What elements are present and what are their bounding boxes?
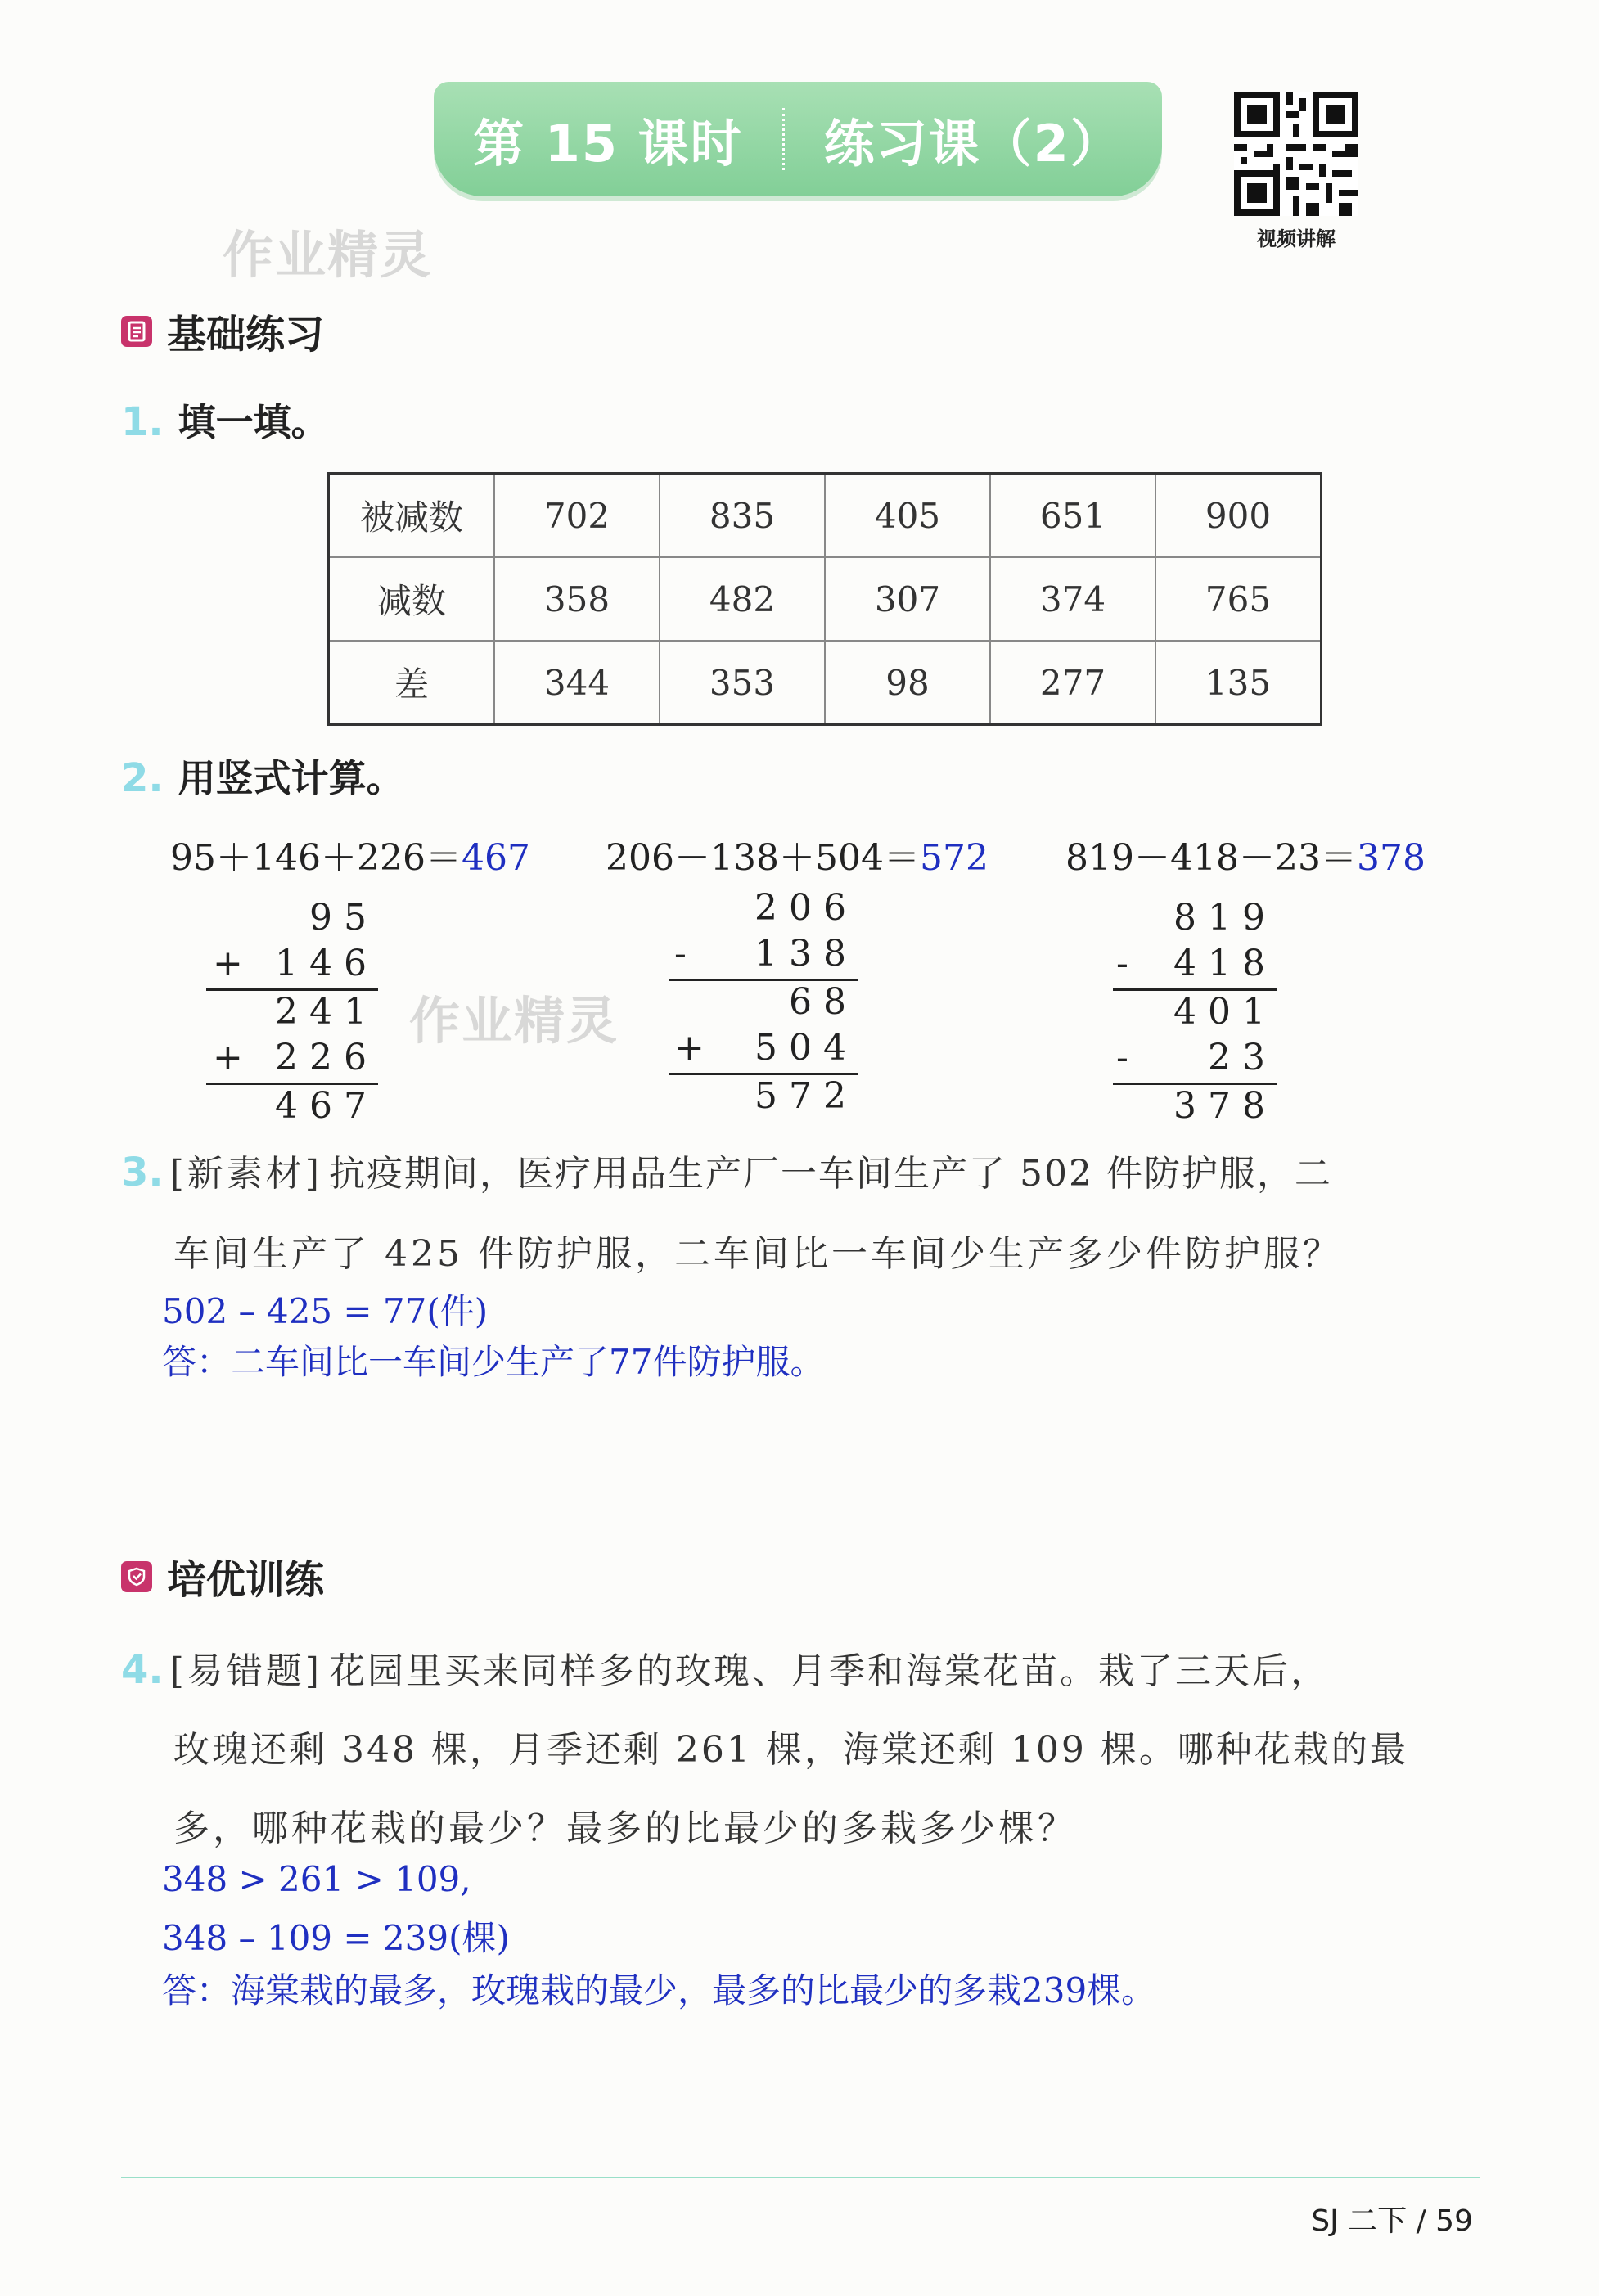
qr-label: 视频讲解 bbox=[1257, 227, 1336, 250]
calc-line bbox=[669, 1027, 858, 1073]
equation-answer: 467 bbox=[461, 837, 530, 879]
equation-3 bbox=[1065, 828, 1426, 880]
question-number: 3. bbox=[121, 1150, 164, 1195]
footer-divider bbox=[121, 2177, 1480, 2178]
table-cell: 135 bbox=[1155, 641, 1322, 725]
question-number: 2. bbox=[121, 755, 164, 801]
watermark-logo: 作业精灵 bbox=[223, 225, 433, 285]
question-text: 花园里买来同样多的玫瑰、月季和海棠花苗。栽了三天后， bbox=[328, 1650, 1329, 1692]
equation-answer: 378 bbox=[1356, 837, 1426, 879]
calc-line bbox=[206, 943, 378, 988]
calc-line bbox=[206, 1037, 378, 1083]
qr-code-icon[interactable] bbox=[1234, 92, 1358, 216]
vertical-calc-1 bbox=[206, 897, 378, 1131]
calc-operand: 226 bbox=[275, 1037, 378, 1078]
equation-expression: 95＋146＋226＝ bbox=[170, 837, 462, 879]
calc-line bbox=[669, 933, 858, 979]
calc-operand: 138 bbox=[754, 933, 858, 975]
table-cell: 98 bbox=[825, 641, 990, 725]
calc-operator: + bbox=[213, 943, 254, 984]
section-advanced-heading bbox=[121, 1548, 324, 1605]
answer-line: 348 – 109 = 239(棵) bbox=[162, 1918, 510, 1958]
calc-line: 68 bbox=[789, 981, 858, 1023]
fill-table bbox=[327, 472, 1322, 726]
calc-line: 467 bbox=[275, 1085, 378, 1127]
question-tag: [新素材] bbox=[169, 1153, 322, 1195]
calc-operand: 23 bbox=[1208, 1037, 1277, 1078]
equation-2 bbox=[606, 828, 989, 880]
lesson-banner-text bbox=[434, 82, 1162, 196]
shield-icon bbox=[121, 1561, 152, 1592]
calc-operator: - bbox=[1116, 943, 1140, 984]
calc-line: 206 bbox=[754, 887, 858, 929]
banner-separator bbox=[782, 108, 785, 170]
calc-operator: + bbox=[674, 1027, 716, 1069]
table-cell-answer: 344 bbox=[494, 641, 660, 725]
question-number: 1. bbox=[121, 399, 164, 445]
equation-1 bbox=[170, 828, 530, 880]
table-row bbox=[329, 474, 1322, 558]
answer-line: 502 – 425 = 77(件) bbox=[162, 1291, 489, 1331]
question-tag: [易错题] bbox=[169, 1650, 322, 1692]
table-row bbox=[329, 557, 1322, 641]
answer-line: 答：海棠栽的最多，玫瑰栽的最少，最多的比最少的多栽239棵。 bbox=[162, 1970, 1156, 2010]
calc-operand: 504 bbox=[754, 1027, 858, 1069]
answer-line: 348 > 261 > 109, bbox=[162, 1859, 471, 1899]
table-cell: 900 bbox=[1155, 474, 1322, 558]
section-title: 培优训练 bbox=[167, 1557, 325, 1603]
table-row-header: 减数 bbox=[329, 557, 495, 641]
calc-line: 95 bbox=[309, 897, 378, 939]
calc-operator: - bbox=[674, 933, 698, 975]
question-text: 车间生产了 425 件防护服，二车间比一车间少生产多少件防护服？ bbox=[173, 1233, 1342, 1275]
calc-line: 572 bbox=[754, 1075, 858, 1117]
equation-expression: 819－418－23＝ bbox=[1065, 837, 1357, 879]
document-icon bbox=[121, 316, 152, 347]
watermark-logo: 作业精灵 bbox=[409, 991, 619, 1051]
table-cell: 374 bbox=[990, 557, 1155, 641]
question-text: 多，哪种花栽的最少？最多的比最少的多栽多少棵？ bbox=[173, 1808, 1077, 1849]
section-basic-heading bbox=[121, 303, 324, 359]
table-row bbox=[329, 641, 1322, 725]
table-row-header: 差 bbox=[329, 641, 495, 725]
calc-line: 401 bbox=[1173, 991, 1277, 1033]
table-cell-answer: 277 bbox=[990, 641, 1155, 725]
question-title: 填一填。 bbox=[178, 400, 329, 444]
calc-line bbox=[1113, 1037, 1277, 1083]
calc-operator: - bbox=[1116, 1037, 1140, 1078]
lesson-title: 练习课（2） bbox=[823, 113, 1123, 173]
question-3-heading bbox=[121, 1144, 1332, 1196]
calc-line: 378 bbox=[1173, 1085, 1277, 1127]
vertical-calc-2 bbox=[669, 887, 858, 1121]
calc-operand: 418 bbox=[1173, 943, 1277, 984]
answer-line: 答：二车间比一车间少生产了77件防护服。 bbox=[162, 1342, 825, 1382]
equation-answer: 572 bbox=[919, 837, 989, 879]
table-cell: 651 bbox=[990, 474, 1155, 558]
page-number: SJ 二下 / 59 bbox=[1311, 2204, 1473, 2238]
calc-line: 241 bbox=[275, 991, 378, 1033]
question-title: 用竖式计算。 bbox=[178, 756, 404, 800]
question-text: 玫瑰还剩 348 棵，月季还剩 261 棵，海棠还剩 109 棵。哪种花栽的最 bbox=[173, 1729, 1408, 1771]
lesson-number: 第 15 课时 bbox=[473, 113, 743, 173]
table-cell: 702 bbox=[494, 474, 660, 558]
section-title: 基础练习 bbox=[167, 312, 325, 358]
table-cell: 405 bbox=[825, 474, 990, 558]
question-4-heading bbox=[121, 1641, 1329, 1694]
question-1-heading bbox=[121, 393, 329, 447]
calc-line: 819 bbox=[1173, 897, 1277, 939]
question-number: 4. bbox=[121, 1647, 164, 1693]
vertical-calc-3 bbox=[1113, 897, 1277, 1131]
calc-operator: + bbox=[213, 1037, 254, 1078]
equation-expression: 206－138＋504＝ bbox=[606, 837, 920, 879]
table-cell: 482 bbox=[660, 557, 825, 641]
calc-operand: 146 bbox=[275, 943, 378, 984]
question-text: 抗疫期间，医疗用品生产厂一车间生产了 502 件防护服，二 bbox=[328, 1153, 1332, 1195]
table-cell-answer: 835 bbox=[660, 474, 825, 558]
table-row-header: 被减数 bbox=[329, 474, 495, 558]
calc-line bbox=[1113, 943, 1277, 988]
table-cell-answer: 307 bbox=[825, 557, 990, 641]
question-2-heading bbox=[121, 749, 404, 803]
table-cell: 358 bbox=[494, 557, 660, 641]
table-cell: 353 bbox=[660, 641, 825, 725]
table-cell-answer: 765 bbox=[1155, 557, 1322, 641]
